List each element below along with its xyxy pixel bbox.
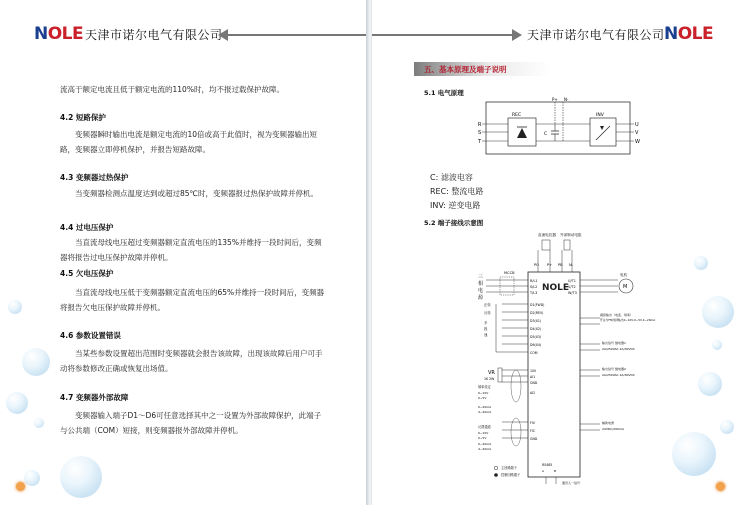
- svg-text:输出信号 继电器2: 输出信号 继电器2: [602, 367, 626, 371]
- section-heading: 4.7 变频器外部故障: [60, 393, 129, 402]
- svg-text:GND: GND: [530, 437, 538, 441]
- page-marker-icon: [716, 482, 725, 491]
- company-name: 天津市诺尔电气有限公司: [85, 28, 223, 42]
- svg-text:主回路端子: 主回路端子: [501, 466, 517, 470]
- legend-item: REC: 整流电路: [430, 187, 484, 196]
- section-heading: 4.6 参数设置错误: [60, 331, 121, 340]
- svg-text:P+: P+: [547, 263, 553, 267]
- nole-logo: NOLE: [664, 24, 714, 44]
- svg-text:W/T3: W/T3: [568, 291, 577, 295]
- svg-text:0~5V: 0~5V: [478, 396, 487, 400]
- section-title-banner: 五、基本原理及端子说明: [414, 62, 550, 76]
- right-header: [372, 16, 740, 50]
- svg-text:D3(X1): D3(X1): [530, 319, 542, 323]
- legend-item: C: 滤波电容: [430, 173, 473, 182]
- decor-bubble: [34, 418, 44, 428]
- svg-text:4~20mA: 4~20mA: [478, 410, 492, 414]
- decor-bubble: [22, 348, 50, 376]
- svg-text:0~10V: 0~10V: [478, 431, 489, 435]
- svg-text:频率设定: 频率设定: [478, 385, 491, 389]
- svg-text:PB: PB: [558, 263, 563, 267]
- svg-text:开关与FM选择输出0~10V,0~5V,4~20mA: 开关与FM选择输出0~10V,0~5V,4~20mA: [600, 318, 656, 322]
- svg-text:电机: 电机: [620, 273, 628, 277]
- section-paragraph: 当某些参数设置超出范围时变频器就会报告该故障，出现该故障后用户可手动将参数修改正确或恢复出场值。: [60, 349, 323, 373]
- header-arrow-line: [372, 34, 512, 36]
- svg-text:U: U: [635, 122, 639, 128]
- section-paragraph: 变频器输入端子D1～D6可任意选择其中之一设置为外部故障保护，此端子与公共端（COM）短接，则变频器报外部故障并停机。: [60, 411, 322, 435]
- svg-text:2A/250VAC 2A/30VDC: 2A/250VAC 2A/30VDC: [602, 347, 635, 351]
- svg-text:C: C: [544, 132, 548, 137]
- svg-text:通讯入一信号: 通讯入一信号: [562, 481, 581, 485]
- svg-text:REC: REC: [512, 113, 522, 118]
- decor-bubble: [672, 432, 716, 476]
- svg-text:S: S: [478, 130, 482, 136]
- svg-text:R/L1: R/L1: [530, 279, 538, 283]
- decor-bubble: [6, 392, 28, 414]
- svg-text:段: 段: [484, 327, 488, 331]
- svg-text:R: R: [478, 122, 482, 128]
- right-page: [372, 0, 740, 505]
- legend-item: INV: 逆变电路: [430, 201, 481, 210]
- section-paragraph: 当直流母线电压超过变频器额定直流电压的135%并维持一段时间后，变频器将报告过电压保护故障并停机。: [60, 238, 322, 262]
- svg-text:电: 电: [478, 288, 484, 294]
- subsection-title: 5.2 端子接线示意图: [424, 219, 484, 227]
- svg-text:正转: 正转: [484, 303, 491, 307]
- svg-text:RS485: RS485: [542, 463, 553, 467]
- svg-text:反转: 反转: [484, 311, 491, 315]
- header-arrow-line: [228, 34, 368, 36]
- svg-text:辅助电源: 辅助电源: [602, 421, 615, 425]
- intro-paragraph: 流高于额定电流且低于额定电流的110%时，均不报过载保护故障。: [60, 85, 284, 94]
- section-heading: 4.5 欠电压保护: [60, 269, 114, 278]
- svg-text:源: 源: [478, 295, 484, 301]
- svg-text:S/L2: S/L2: [530, 285, 538, 289]
- svg-text:速: 速: [484, 333, 488, 337]
- svg-text:D1(FWD): D1(FWD): [530, 303, 545, 307]
- left-page: [0, 0, 368, 505]
- svg-text:COM: COM: [530, 351, 538, 355]
- svg-text:M: M: [623, 284, 628, 290]
- nole-logo: NOLE: [34, 24, 84, 44]
- svg-text:多: 多: [484, 321, 488, 325]
- section-paragraph: 变频器瞬时输出电流是额定电流的10倍或高于此值时，视为变频器输出短路，变频器立即停机保护，并报告短路故障。: [60, 130, 318, 154]
- decor-bubble: [60, 456, 102, 498]
- svg-text:0~20mA: 0~20mA: [478, 405, 492, 409]
- section-heading: 4.3 变频器过热保护: [60, 173, 129, 182]
- svg-text:B: B: [554, 469, 557, 473]
- svg-text:PO: PO: [534, 263, 539, 267]
- arrow-right-icon: [512, 29, 522, 41]
- svg-text:外部制动电阻: 外部制动电阻: [560, 233, 582, 237]
- page-marker-icon: [16, 482, 25, 491]
- svg-text:N-: N-: [569, 263, 573, 267]
- svg-text:2A/250VAC 2A/30VDC: 2A/250VAC 2A/30VDC: [602, 373, 635, 377]
- svg-text:三: 三: [478, 274, 484, 280]
- decor-bubble: [8, 300, 22, 314]
- principle-diagram: [472, 96, 642, 158]
- svg-text:1K 2W: 1K 2W: [484, 377, 495, 381]
- svg-text:0~5V: 0~5V: [478, 436, 487, 440]
- svg-text:模拟输出（电流、频率）: 模拟输出（电流、频率）: [600, 313, 634, 317]
- svg-text:NOLE: NOLE: [542, 283, 570, 293]
- svg-text:10V: 10V: [530, 369, 537, 373]
- svg-text:0~20mA: 0~20mA: [478, 442, 492, 446]
- svg-text:A: A: [542, 469, 545, 473]
- svg-text:D4(X2): D4(X2): [530, 327, 542, 331]
- svg-text:反馈通道: 反馈通道: [478, 425, 491, 429]
- svg-text:FIC: FIC: [530, 429, 535, 433]
- svg-text:相: 相: [478, 281, 484, 287]
- svg-text:V/T2: V/T2: [568, 285, 576, 289]
- section-paragraph: 当变频器检测点温度达到或超过85℃时，变频器报过热保护故障并停机。: [75, 189, 318, 198]
- svg-text:GND: GND: [530, 381, 538, 385]
- svg-text:0~10V: 0~10V: [478, 391, 489, 395]
- svg-text:输出信号 继电器1: 输出信号 继电器1: [602, 341, 626, 345]
- svg-text:MCCB: MCCB: [504, 271, 515, 275]
- decor-bubble: [694, 256, 708, 270]
- svg-text:AI2: AI2: [530, 391, 536, 395]
- svg-text:T: T: [478, 139, 482, 145]
- wiring-diagram: [476, 228, 656, 488]
- section-heading: 4.4 过电压保护: [60, 223, 114, 232]
- svg-text:V: V: [635, 130, 639, 136]
- svg-text:4~20mA: 4~20mA: [478, 447, 492, 451]
- svg-text:U/T1: U/T1: [568, 279, 576, 283]
- svg-text:VR: VR: [488, 370, 495, 376]
- svg-text:控制回路端子: 控制回路端子: [501, 473, 521, 477]
- section-paragraph: 当直流母线电压低于变频器额定直流电压的65%并维持一段时间后，变频器将报告欠电压保护故障并停机。: [60, 288, 325, 312]
- arrow-left-icon: [218, 29, 228, 41]
- decor-bubble: [720, 420, 734, 434]
- decor-bubble: [698, 372, 722, 396]
- svg-text:24VDC/200mA: 24VDC/200mA: [602, 427, 624, 431]
- subsection-title: 5.1 电气原理: [424, 89, 464, 97]
- svg-text:P+: P+: [552, 97, 558, 102]
- company-name: 天津市诺尔电气有限公司: [527, 28, 665, 42]
- svg-text:N-: N-: [564, 97, 569, 102]
- svg-text:D6(X4): D6(X4): [530, 343, 542, 347]
- svg-text:FIV: FIV: [530, 421, 535, 425]
- svg-text:INV: INV: [596, 113, 604, 118]
- svg-text:D5(X3): D5(X3): [530, 335, 542, 339]
- decor-bubble: [712, 340, 722, 350]
- svg-text:T/L3: T/L3: [530, 291, 538, 295]
- section-heading: 4.2 短路保护: [60, 113, 106, 122]
- left-header: [0, 16, 368, 50]
- svg-text:直流电抗器: 直流电抗器: [538, 233, 556, 237]
- decor-bubble: [24, 470, 40, 486]
- decor-bubble: [702, 296, 734, 328]
- svg-text:W: W: [635, 139, 640, 145]
- svg-text:AI1: AI1: [530, 375, 536, 379]
- svg-text:D2(REV): D2(REV): [530, 311, 544, 315]
